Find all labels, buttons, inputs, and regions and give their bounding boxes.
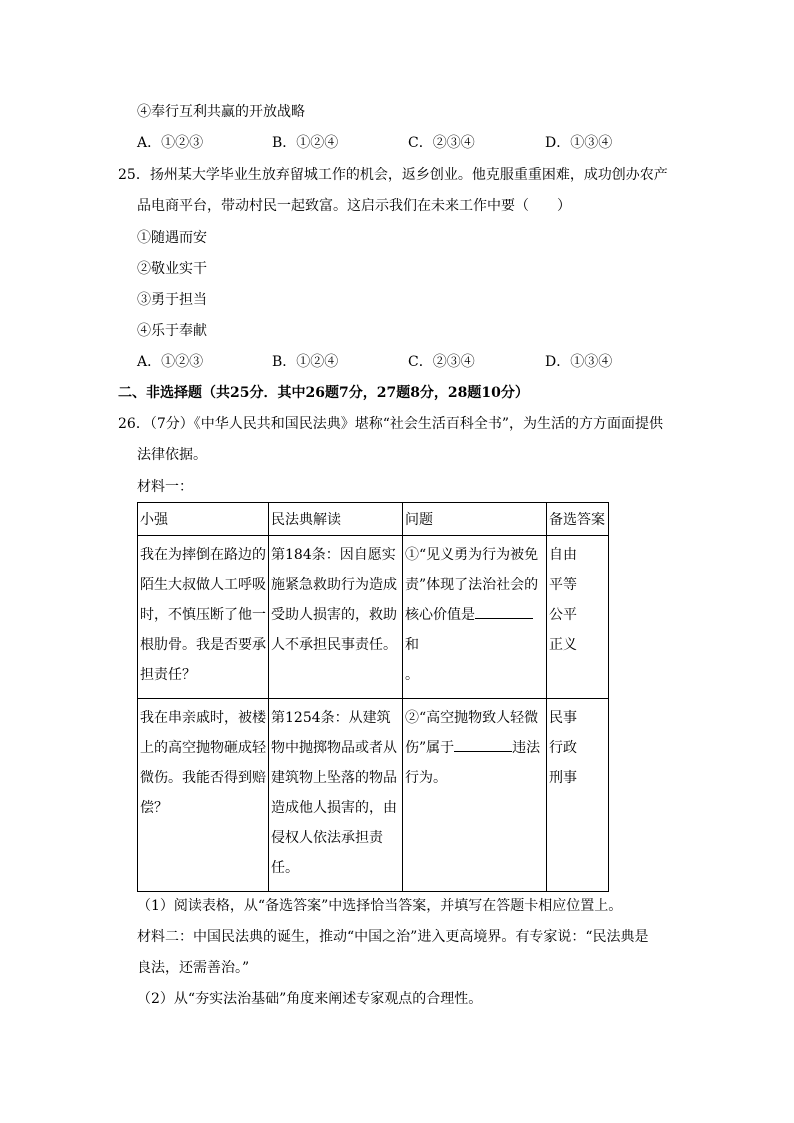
answer-option: 公平 <box>549 607 577 623</box>
q25-stem-line1: 25．扬州某大学毕业生放弃留城工作的机会，返乡创业。他克服重重困难，成功创办农产 <box>118 167 668 183</box>
q25-option-b: B．①②④ <box>272 354 339 370</box>
header-interpretation: 民法典解读 <box>269 503 403 536</box>
answer-option: 行政 <box>549 740 577 756</box>
answer-blank <box>475 604 533 619</box>
q24-option-a: A．①②③ <box>137 135 204 151</box>
q24-option-d: D．①③④ <box>545 135 613 151</box>
table-row <box>138 536 609 699</box>
row2-question-end: 违法行为。 <box>405 740 541 786</box>
answer-option: 民事 <box>549 710 577 726</box>
q26-sub-2: （2）从“夯实法治基础”角度来阐述专家观点的合理性。 <box>137 991 483 1007</box>
row1-answers <box>547 536 609 699</box>
q25-option-c: C．②③④ <box>408 354 475 370</box>
q25-item-3: ③勇于担当 <box>137 292 207 308</box>
table-header-row <box>138 503 609 536</box>
material-2-line1: 材料二：中国民法典的诞生，推动“中国之治”进入更高境界。有专家说：“民法典是 <box>137 929 649 945</box>
answer-blank <box>454 737 512 752</box>
row2-answers <box>547 699 609 892</box>
material-2-line2: 良法，还需善治。” <box>137 960 250 976</box>
row1-question <box>403 536 547 699</box>
material-1-label: 材料一： <box>137 479 193 495</box>
q25-stem-line2: 品电商平台，带动村民一起致富。这启示我们在未来工作中要（ ） <box>137 198 571 214</box>
row2-question <box>403 699 547 892</box>
header-question: 问题 <box>403 503 547 536</box>
answer-option: 自由 <box>549 547 577 563</box>
answer-option: 平等 <box>549 577 577 593</box>
q25-item-4: ④乐于奉献 <box>137 323 207 339</box>
q26-stem-line2: 法律依据。 <box>137 447 207 463</box>
row1-interpretation: 第184条：因自愿实施紧急救助行为造成受助人损害的，救助人不承担民事责任。 <box>269 536 403 699</box>
row2-question-text: ②“高空抛物致人轻微伤”属于 <box>405 710 539 756</box>
q25-item-2: ②敬业实干 <box>137 261 207 277</box>
row2-interpretation: 第1254条：从建筑物中抛掷物品或者从建筑物上坠落的物品造成他人损害的，由侵权人依法承担责任。 <box>269 699 403 892</box>
header-xiaoqiang: 小强 <box>138 503 269 536</box>
header-answers: 备选答案 <box>547 503 609 536</box>
section-2-heading: 二、非选择题（共25分．其中26题7分，27题8分，28题10分） <box>118 385 529 401</box>
row2-xiaoqiang: 我在串亲戚时，被楼上的高空抛物砸成轻微伤。我能否得到赔偿？ <box>138 699 269 892</box>
q25-option-a: A．①②③ <box>137 354 204 370</box>
q26-sub-1: （1）阅读表格，从“备选答案”中选择恰当答案，并填写在答题卡相应位置上。 <box>137 898 623 914</box>
table-row <box>138 699 609 892</box>
civil-code-table <box>137 502 609 892</box>
row1-question-end: 。 <box>405 667 419 683</box>
q24-option-c: C．②③④ <box>408 135 475 151</box>
row1-xiaoqiang: 我在为摔倒在路边的陌生大叔做人工呼吸时，不慎压断了他一根肋骨。我是否要承担责任？ <box>138 536 269 699</box>
q24-item-4: ④奉行互利共赢的开放战略 <box>137 104 305 120</box>
q24-option-b: B．①②④ <box>272 135 339 151</box>
answer-option: 刑事 <box>549 770 577 786</box>
row1-question-and: 和 <box>405 637 419 653</box>
q26-stem-line1: 26．（7分）《中华人民共和国民法典》堪称“社会生活百科全书”，为生活的方方面面提供 <box>118 416 664 432</box>
q25-option-d: D．①③④ <box>545 354 613 370</box>
row1-question-text: ①“见义勇为行为被免责”体现了法治社会的核心价值是 <box>405 547 539 623</box>
answer-option: 正义 <box>549 637 577 653</box>
q25-item-1: ①随遇而安 <box>137 230 207 246</box>
